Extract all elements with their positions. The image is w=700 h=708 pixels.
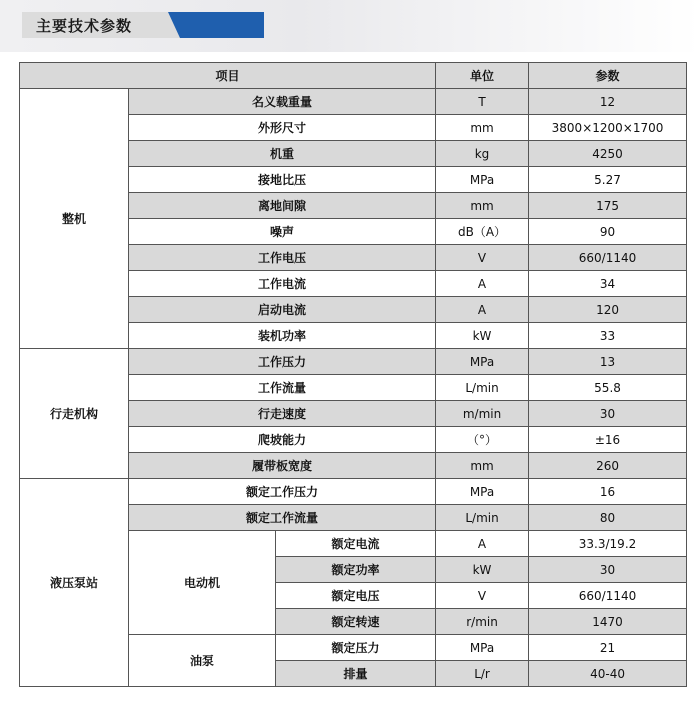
row-item: 爬坡能力 [129, 427, 436, 453]
group-travel-mechanism: 行走机构 [20, 349, 129, 479]
row-item: 工作流量 [129, 375, 436, 401]
subgroup-oil-pump: 油泵 [129, 635, 276, 687]
row-value: 33.3/19.2 [529, 531, 687, 557]
row-value: 30 [529, 401, 687, 427]
row-item: 履带板宽度 [129, 453, 436, 479]
row-value: 1470 [529, 609, 687, 635]
table-row [20, 349, 687, 375]
row-unit: MPa [436, 167, 529, 193]
row-unit: mm [436, 453, 529, 479]
row-value: ±16 [529, 427, 687, 453]
row-unit: mm [436, 193, 529, 219]
row-unit: dB（A） [436, 219, 529, 245]
row-unit: V [436, 245, 529, 271]
header-value: 参数 [529, 63, 687, 89]
row-value: 34 [529, 271, 687, 297]
row-item: 额定电压 [276, 583, 436, 609]
group-hydraulic-pump-station: 液压泵站 [20, 479, 129, 687]
row-unit: A [436, 297, 529, 323]
row-unit: m/min [436, 401, 529, 427]
row-value: 660/1140 [529, 245, 687, 271]
header-unit: 单位 [436, 63, 529, 89]
table-header-row [20, 63, 687, 89]
row-item: 噪声 [129, 219, 436, 245]
row-item: 额定工作压力 [129, 479, 436, 505]
row-item: 名义载重量 [129, 89, 436, 115]
row-value: 40-40 [529, 661, 687, 687]
row-value: 12 [529, 89, 687, 115]
row-unit: MPa [436, 479, 529, 505]
row-item: 装机功率 [129, 323, 436, 349]
row-value: 120 [529, 297, 687, 323]
row-item: 机重 [129, 141, 436, 167]
table-row [20, 479, 687, 505]
row-unit: L/r [436, 661, 529, 687]
row-unit: L/min [436, 375, 529, 401]
row-value: 16 [529, 479, 687, 505]
row-unit: A [436, 531, 529, 557]
row-value: 21 [529, 635, 687, 661]
row-item: 额定转速 [276, 609, 436, 635]
row-item: 工作电流 [129, 271, 436, 297]
row-item: 排量 [276, 661, 436, 687]
row-value: 260 [529, 453, 687, 479]
row-value: 5.27 [529, 167, 687, 193]
row-unit: （°） [436, 427, 529, 453]
section-title: 主要技术参数 [36, 17, 133, 35]
row-value: 13 [529, 349, 687, 375]
row-item: 离地间隙 [129, 193, 436, 219]
table-row [20, 89, 687, 115]
row-value: 90 [529, 219, 687, 245]
row-unit: L/min [436, 505, 529, 531]
row-item: 额定电流 [276, 531, 436, 557]
row-unit: V [436, 583, 529, 609]
row-item: 额定工作流量 [129, 505, 436, 531]
row-value: 80 [529, 505, 687, 531]
row-unit: kW [436, 323, 529, 349]
row-unit: A [436, 271, 529, 297]
spec-table [19, 62, 687, 687]
row-value: 175 [529, 193, 687, 219]
title-accent-bar [168, 12, 264, 38]
row-value: 4250 [529, 141, 687, 167]
row-value: 33 [529, 323, 687, 349]
row-item: 工作电压 [129, 245, 436, 271]
row-value: 55.8 [529, 375, 687, 401]
row-unit: kW [436, 557, 529, 583]
row-value: 3800×1200×1700 [529, 115, 687, 141]
row-unit: kg [436, 141, 529, 167]
header-item: 项目 [20, 63, 436, 89]
row-item: 额定功率 [276, 557, 436, 583]
row-value: 660/1140 [529, 583, 687, 609]
subgroup-motor: 电动机 [129, 531, 276, 635]
row-item: 接地比压 [129, 167, 436, 193]
row-value: 30 [529, 557, 687, 583]
row-unit: r/min [436, 609, 529, 635]
row-item: 外形尺寸 [129, 115, 436, 141]
group-whole-machine: 整机 [20, 89, 129, 349]
row-unit: MPa [436, 635, 529, 661]
row-item: 启动电流 [129, 297, 436, 323]
row-unit: T [436, 89, 529, 115]
row-item: 额定压力 [276, 635, 436, 661]
row-unit: mm [436, 115, 529, 141]
row-item: 工作压力 [129, 349, 436, 375]
row-item: 行走速度 [129, 401, 436, 427]
row-unit: MPa [436, 349, 529, 375]
